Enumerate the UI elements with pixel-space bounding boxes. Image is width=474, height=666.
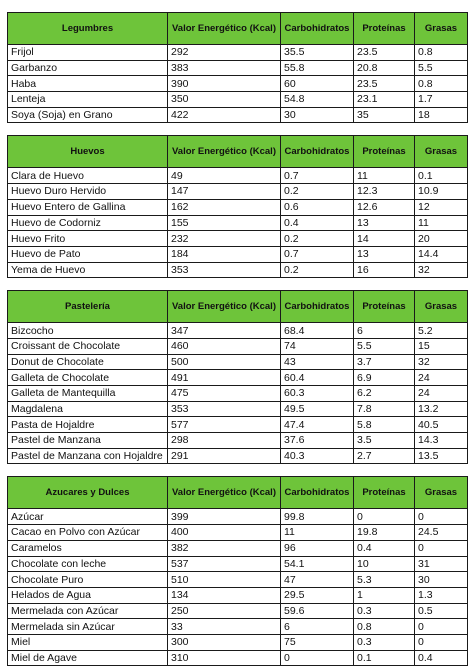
food-name-cell: Huevo de Codorniz: [8, 215, 168, 231]
carbs-header: Carbohidratos: [281, 477, 354, 509]
protein-cell: 23.5: [354, 45, 415, 61]
carbs-cell: 6: [281, 619, 354, 635]
energy-cell: 300: [168, 634, 281, 650]
fat-cell: 14.3: [415, 433, 468, 449]
nutrition-table: [7, 12, 468, 666]
table-row: [8, 92, 468, 108]
food-name-cell: Huevo Entero de Gallina: [8, 199, 168, 215]
energy-cell: 291: [168, 448, 281, 464]
energy-cell: 350: [168, 92, 281, 108]
energy-header: Valor Energético (Kcal): [168, 291, 281, 323]
table-row: [8, 231, 468, 247]
protein-header: Proteínas: [354, 291, 415, 323]
table-row: [8, 525, 468, 541]
category-header: Legumbres: [8, 13, 168, 45]
table-row: [8, 603, 468, 619]
fat-cell: 1.7: [415, 92, 468, 108]
energy-cell: 382: [168, 540, 281, 556]
food-name-cell: Galleta de Mantequilla: [8, 386, 168, 402]
carbs-cell: 68.4: [281, 323, 354, 339]
carbs-cell: 47.4: [281, 417, 354, 433]
carbs-cell: 60.4: [281, 370, 354, 386]
table-row: [8, 401, 468, 417]
energy-cell: 134: [168, 587, 281, 603]
section-header-row: [8, 13, 468, 45]
table-row: [8, 370, 468, 386]
protein-cell: 0.3: [354, 634, 415, 650]
carbs-cell: 0.2: [281, 184, 354, 200]
protein-cell: 13: [354, 215, 415, 231]
table-row: [8, 433, 468, 449]
energy-cell: 510: [168, 572, 281, 588]
fat-cell: 0.8: [415, 45, 468, 61]
table-row: [8, 509, 468, 525]
energy-cell: 500: [168, 354, 281, 370]
food-name-cell: Clara de Huevo: [8, 168, 168, 184]
food-name-cell: Donut de Chocolate: [8, 354, 168, 370]
fat-cell: 12: [415, 199, 468, 215]
food-name-cell: Frijol: [8, 45, 168, 61]
protein-cell: 6.9: [354, 370, 415, 386]
table-row: [8, 262, 468, 278]
carbs-cell: 29.5: [281, 587, 354, 603]
fat-cell: 15: [415, 338, 468, 354]
section-spacer: [8, 278, 468, 291]
protein-cell: 23.5: [354, 76, 415, 92]
fat-cell: 11: [415, 215, 468, 231]
table-row: [8, 556, 468, 572]
table-row: [8, 386, 468, 402]
table-row: [8, 650, 468, 666]
food-name-cell: Mermelada sin Azúcar: [8, 619, 168, 635]
section-header-row: [8, 291, 468, 323]
energy-cell: 184: [168, 246, 281, 262]
fat-cell: 32: [415, 262, 468, 278]
energy-cell: 390: [168, 76, 281, 92]
table-row: [8, 338, 468, 354]
table-row: [8, 619, 468, 635]
protein-header: Proteínas: [354, 136, 415, 168]
protein-cell: 35: [354, 107, 415, 123]
carbs-cell: 0.7: [281, 168, 354, 184]
table-row: [8, 587, 468, 603]
fat-header: Grasas: [415, 13, 468, 45]
carbs-cell: 30: [281, 107, 354, 123]
food-name-cell: Caramelos: [8, 540, 168, 556]
energy-cell: 155: [168, 215, 281, 231]
food-name-cell: Helados de Agua: [8, 587, 168, 603]
table-row: [8, 168, 468, 184]
food-name-cell: Soya (Soja) en Grano: [8, 107, 168, 123]
protein-cell: 6.2: [354, 386, 415, 402]
energy-cell: 49: [168, 168, 281, 184]
food-name-cell: Mermelada con Azúcar: [8, 603, 168, 619]
fat-cell: 5.2: [415, 323, 468, 339]
energy-cell: 353: [168, 262, 281, 278]
protein-cell: 0.1: [354, 650, 415, 666]
protein-cell: 0.8: [354, 619, 415, 635]
energy-cell: 232: [168, 231, 281, 247]
energy-cell: 147: [168, 184, 281, 200]
spacer-cell: [8, 464, 468, 477]
carbs-cell: 35.5: [281, 45, 354, 61]
fat-header: Grasas: [415, 291, 468, 323]
fat-cell: 18: [415, 107, 468, 123]
nutrition-table-container: [7, 12, 467, 666]
carbs-cell: 11: [281, 525, 354, 541]
food-name-cell: Chocolate con leche: [8, 556, 168, 572]
fat-cell: 14.4: [415, 246, 468, 262]
fat-cell: 24: [415, 370, 468, 386]
carbs-cell: 43: [281, 354, 354, 370]
energy-cell: 347: [168, 323, 281, 339]
carbs-cell: 40.3: [281, 448, 354, 464]
fat-cell: 0: [415, 619, 468, 635]
carbs-header: Carbohidratos: [281, 291, 354, 323]
protein-cell: 0.4: [354, 540, 415, 556]
food-name-cell: Pastel de Manzana con Hojaldre: [8, 448, 168, 464]
table-row: [8, 572, 468, 588]
protein-cell: 12.6: [354, 199, 415, 215]
table-row: [8, 184, 468, 200]
protein-cell: 6: [354, 323, 415, 339]
table-row: [8, 246, 468, 262]
carbs-cell: 99.8: [281, 509, 354, 525]
protein-header: Proteínas: [354, 477, 415, 509]
fat-cell: 0.8: [415, 76, 468, 92]
table-row: [8, 107, 468, 123]
fat-cell: 40.5: [415, 417, 468, 433]
food-name-cell: Huevo Frito: [8, 231, 168, 247]
energy-header: Valor Energético (Kcal): [168, 477, 281, 509]
protein-cell: 3.5: [354, 433, 415, 449]
table-row: [8, 199, 468, 215]
fat-cell: 0.4: [415, 650, 468, 666]
energy-header: Valor Energético (Kcal): [168, 13, 281, 45]
protein-cell: 2.7: [354, 448, 415, 464]
energy-cell: 399: [168, 509, 281, 525]
protein-cell: 14: [354, 231, 415, 247]
carbs-cell: 0.6: [281, 199, 354, 215]
carbs-cell: 59.6: [281, 603, 354, 619]
carbs-cell: 0.7: [281, 246, 354, 262]
table-row: [8, 45, 468, 61]
food-name-cell: Pasta de Hojaldre: [8, 417, 168, 433]
protein-header: Proteínas: [354, 13, 415, 45]
fat-cell: 13.2: [415, 401, 468, 417]
carbs-cell: 54.1: [281, 556, 354, 572]
carbs-cell: 60.3: [281, 386, 354, 402]
protein-cell: 23.1: [354, 92, 415, 108]
section-spacer: [8, 123, 468, 136]
protein-cell: 19.8: [354, 525, 415, 541]
energy-cell: 491: [168, 370, 281, 386]
fat-cell: 0: [415, 509, 468, 525]
table-row: [8, 76, 468, 92]
food-name-cell: Bizcocho: [8, 323, 168, 339]
section-spacer: [8, 464, 468, 477]
protein-cell: 13: [354, 246, 415, 262]
spacer-cell: [8, 123, 468, 136]
fat-cell: 0.1: [415, 168, 468, 184]
protein-cell: 10: [354, 556, 415, 572]
category-header: Pastelería: [8, 291, 168, 323]
energy-cell: 292: [168, 45, 281, 61]
fat-header: Grasas: [415, 136, 468, 168]
food-name-cell: Garbanzo: [8, 60, 168, 76]
energy-cell: 460: [168, 338, 281, 354]
carbs-cell: 60: [281, 76, 354, 92]
section-header-row: [8, 477, 468, 509]
carbs-header: Carbohidratos: [281, 13, 354, 45]
fat-cell: 0.5: [415, 603, 468, 619]
table-row: [8, 634, 468, 650]
fat-cell: 10.9: [415, 184, 468, 200]
food-name-cell: Huevo Duro Hervido: [8, 184, 168, 200]
fat-cell: 0: [415, 540, 468, 556]
food-name-cell: Miel: [8, 634, 168, 650]
protein-cell: 1: [354, 587, 415, 603]
table-body: [8, 13, 468, 666]
protein-cell: 20.8: [354, 60, 415, 76]
food-name-cell: Azúcar: [8, 509, 168, 525]
carbs-header: Carbohidratos: [281, 136, 354, 168]
fat-cell: 5.5: [415, 60, 468, 76]
carbs-cell: 0.2: [281, 231, 354, 247]
fat-cell: 31: [415, 556, 468, 572]
protein-cell: 0: [354, 509, 415, 525]
food-name-cell: Lenteja: [8, 92, 168, 108]
carbs-cell: 0: [281, 650, 354, 666]
protein-cell: 3.7: [354, 354, 415, 370]
energy-cell: 298: [168, 433, 281, 449]
fat-cell: 24: [415, 386, 468, 402]
energy-header: Valor Energético (Kcal): [168, 136, 281, 168]
carbs-cell: 54.8: [281, 92, 354, 108]
carbs-cell: 55.8: [281, 60, 354, 76]
fat-cell: 1.3: [415, 587, 468, 603]
food-name-cell: Cacao en Polvo con Azúcar: [8, 525, 168, 541]
food-name-cell: Croissant de Chocolate: [8, 338, 168, 354]
energy-cell: 475: [168, 386, 281, 402]
protein-cell: 5.3: [354, 572, 415, 588]
table-row: [8, 60, 468, 76]
energy-cell: 383: [168, 60, 281, 76]
protein-cell: 5.5: [354, 338, 415, 354]
energy-cell: 400: [168, 525, 281, 541]
table-row: [8, 448, 468, 464]
food-name-cell: Huevo de Pato: [8, 246, 168, 262]
carbs-cell: 0.2: [281, 262, 354, 278]
carbs-cell: 74: [281, 338, 354, 354]
carbs-cell: 75: [281, 634, 354, 650]
food-name-cell: Pastel de Manzana: [8, 433, 168, 449]
protein-cell: 12.3: [354, 184, 415, 200]
carbs-cell: 0.4: [281, 215, 354, 231]
fat-cell: 32: [415, 354, 468, 370]
spacer-cell: [8, 278, 468, 291]
fat-cell: 20: [415, 231, 468, 247]
energy-cell: 33: [168, 619, 281, 635]
energy-cell: 537: [168, 556, 281, 572]
protein-cell: 11: [354, 168, 415, 184]
table-row: [8, 323, 468, 339]
category-header: Huevos: [8, 136, 168, 168]
carbs-cell: 49.5: [281, 401, 354, 417]
table-row: [8, 354, 468, 370]
food-name-cell: Yema de Huevo: [8, 262, 168, 278]
food-name-cell: Magdalena: [8, 401, 168, 417]
food-name-cell: Haba: [8, 76, 168, 92]
fat-cell: 30: [415, 572, 468, 588]
protein-cell: 5.8: [354, 417, 415, 433]
energy-cell: 422: [168, 107, 281, 123]
energy-cell: 310: [168, 650, 281, 666]
food-name-cell: Chocolate Puro: [8, 572, 168, 588]
table-row: [8, 417, 468, 433]
energy-cell: 162: [168, 199, 281, 215]
food-name-cell: Miel de Agave: [8, 650, 168, 666]
category-header: Azucares y Dulces: [8, 477, 168, 509]
carbs-cell: 37.6: [281, 433, 354, 449]
energy-cell: 250: [168, 603, 281, 619]
fat-cell: 13.5: [415, 448, 468, 464]
energy-cell: 353: [168, 401, 281, 417]
fat-cell: 24.5: [415, 525, 468, 541]
food-name-cell: Galleta de Chocolate: [8, 370, 168, 386]
protein-cell: 7.8: [354, 401, 415, 417]
fat-cell: 0: [415, 634, 468, 650]
fat-header: Grasas: [415, 477, 468, 509]
carbs-cell: 96: [281, 540, 354, 556]
table-row: [8, 215, 468, 231]
table-row: [8, 540, 468, 556]
protein-cell: 0.3: [354, 603, 415, 619]
carbs-cell: 47: [281, 572, 354, 588]
section-header-row: [8, 136, 468, 168]
protein-cell: 16: [354, 262, 415, 278]
energy-cell: 577: [168, 417, 281, 433]
